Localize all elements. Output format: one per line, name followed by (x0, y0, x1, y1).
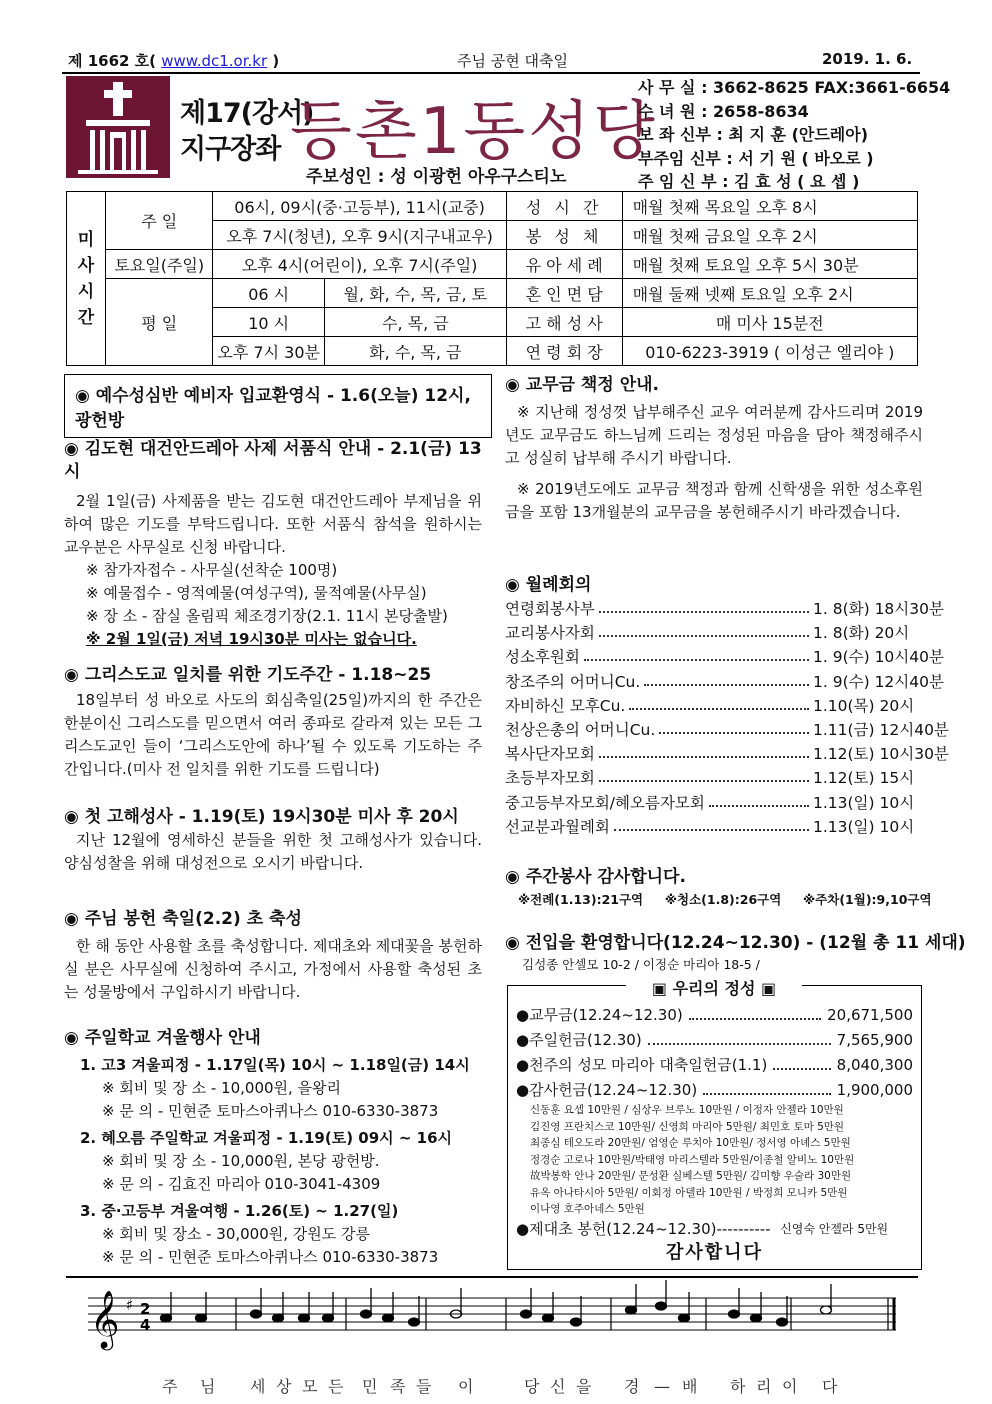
sunday-label: 주 일 (106, 192, 213, 250)
music-staff (66, 1280, 920, 1400)
saturday-label: 토요일(주일) (106, 250, 213, 279)
note-head (626, 1306, 637, 1314)
note-head (409, 1318, 420, 1326)
issue-date: 2019. 1. 6. (822, 50, 913, 68)
section-title: ◉ 주님 봉헌 축일(2.2) 초 축성 (64, 909, 302, 929)
contact-assistant-priest: 보 좌 신부 : 최 지 훈 (안드레아) (638, 125, 869, 144)
service-value: 매월 첫째 토요일 오후 5시 30분 (622, 250, 917, 279)
event-title: 1. 고3 겨울피정 - 1.17일(목) 10시 ~ 1.18일(금) 14시 (80, 1056, 470, 1074)
meetings-title: ◉ 월례회의 (505, 575, 592, 595)
service-value: 매월 첫째 목요일 오후 8시 (622, 192, 917, 221)
meeting-row: 창조주의 어머니Cu. 1. 9(수) 12시40분 (505, 672, 944, 691)
offering-title: ▣ 우리의 정성 ▣ (626, 976, 802, 999)
lyric-syllable: 이 (782, 1377, 798, 1396)
svg-text:2: 2 (140, 1300, 151, 1318)
note-head (521, 1310, 532, 1318)
winter-events-section (64, 1027, 482, 1269)
first-confession-section (64, 806, 482, 875)
event-title: 3. 중·고등부 겨울여행 - 1.26(토) ~ 1.27(일) (80, 1202, 399, 1220)
offering-box (507, 979, 922, 1270)
weekly-service-title: ◉ 주간봉사 감사합니다. (505, 867, 686, 887)
contact-office: 사 무 실 : 3662-8625 FAX:3661-6654 (638, 78, 951, 97)
offering-row: ●교무금(12.24~12.30) 20,671,500 (516, 1005, 913, 1024)
lyric-syllable: 님 (200, 1377, 216, 1396)
offering-row: ●천주의 성모 마리아 대축일헌금(1.1) 8,040,300 (516, 1055, 913, 1074)
note-head (679, 1314, 690, 1322)
thanks-label: 감사합니다 (666, 1241, 763, 1263)
lyric-syllable: 경 (624, 1377, 640, 1396)
lyric-syllable: 족 (390, 1377, 406, 1396)
meeting-row: 중고등부자모회/혜오름자모회 1.13(일) 10시 (505, 793, 915, 812)
sunday-times-1: 06시, 09시(중·고등부), 11시(교중) (213, 192, 506, 221)
service-name: 성 시 간 (506, 192, 622, 221)
lyric-syllable: — (654, 1377, 670, 1396)
lyric-syllable: 이 (458, 1377, 474, 1396)
service-name: 연 령 회 장 (506, 337, 622, 366)
mass-schedule-table (66, 191, 918, 366)
header-rule (62, 72, 920, 74)
note-head (196, 1314, 207, 1322)
welcome-families: 김성종 안셀모 10-2 / 이정순 마리아 18-5 / (522, 957, 760, 972)
service-value: 010-6223-3919 ( 이성근 엘리야 ) (622, 337, 917, 366)
service-name: 유 아 세 례 (506, 250, 622, 279)
section-title: ◉ 김도현 대건안드레아 사제 서품식 안내 - 2.1(금) 13시 (64, 439, 482, 482)
ordination-section (64, 438, 482, 651)
lyric-syllable: 당 (524, 1377, 540, 1396)
meeting-row: 초등부자모회 1.12(토) 15시 (505, 769, 915, 788)
weekly-service-line: ※전례(1.13):21구역 ※청소(1.8):26구역 ※주차(1월):9,10구역 (518, 892, 932, 907)
note-head (543, 1314, 554, 1322)
section-title: ◉ 첫 고해성사 - 1.19(토) 19시30분 미사 후 20시 (64, 807, 459, 827)
section-body: 18일부터 성 바오로 사도의 회심축일(25일)까지의 한 주간은 한분이신 그리스도를 믿으면서 여러 종파로 갈라져 있는 모든 그리스도교인 들이 ‘그리스도안에 하나’될 수 있도록 기도하는 주간입니다.(미사 전 일치를 위한 기도를 드립니다) (64, 691, 482, 778)
contact-list (638, 76, 950, 194)
event-line: ※ 문 의 - 김효진 마리아 010-3041-4309 (102, 1175, 381, 1193)
note: ※ 장 소 - 잠실 올림픽 체조경기장(2.1. 11시 본당출발) (86, 607, 448, 625)
weekday-time: 06 시 (213, 279, 325, 308)
event-line: ※ 회비 및 장 소 - 10,000원, 본당 광헌방. (102, 1152, 380, 1170)
lyric-syllable: 하 (730, 1377, 746, 1396)
note-head (361, 1310, 372, 1318)
lyric-syllable: 주 (162, 1377, 178, 1396)
note-head (323, 1314, 334, 1322)
meeting-row: 선교분과월례회 1.13(일) 10시 (505, 817, 915, 836)
lyric-syllable: 모 (302, 1377, 318, 1396)
section-title: ◉ 그리스도교 일치를 위한 기도주간 - 1.18~25 (64, 665, 432, 685)
svg-text:♯: ♯ (126, 1296, 134, 1314)
weekday-days: 화, 수, 목, 금 (324, 337, 506, 366)
meeting-row: 연령회봉사부 1. 8(화) 18시30분 (505, 600, 944, 619)
district-line-1: 제17(강서) (180, 98, 314, 129)
sunday-times-2: 오후 7시(청년), 오후 9시(지구내교우) (213, 221, 506, 250)
announcement-box: ◉ 예수성심반 예비자 입교환영식 - 1.6(오늘) 12시, 광헌방 (64, 374, 492, 438)
section-body: 한 해 동안 사용할 초를 축성합니다. 제대초와 제대꽃을 봉헌하실 분은 사무실에 신청하여 주시고, 가정에서 사용할 축성된 초는 성물방에서 구입하시기 바랍니다. (64, 937, 482, 1001)
note-head (821, 1306, 832, 1314)
event-line: ※ 문 의 - 민현준 토마스아퀴나스 010-6330-3873 (102, 1248, 439, 1266)
lyric-syllable: 들 (416, 1377, 432, 1396)
patron-saint: 주보성인 : 성 이광헌 아우구스티노 (306, 167, 567, 187)
section-body: 2월 1일(금) 사제품을 받는 김도현 대건안드레아 부제님을 위하여 많은 기도를 부탁드립니다. 또한 서품식 참석을 원하시는 교우분은 사무실로 신청 바랍니다. (64, 492, 482, 556)
offering-row: ●감사헌금(12.24~12.30) 1,900,000 (516, 1080, 913, 1099)
cross-church-icon (66, 76, 170, 178)
saturday-times: 오후 4시(어린이), 오후 7시(주일) (213, 250, 506, 279)
meeting-row: 천상은총의 어머니Cu. 1.11(금) 12시40분 (505, 721, 949, 740)
note-head (161, 1314, 172, 1322)
weekday-days: 월, 화, 수, 목, 금, 토 (324, 279, 506, 308)
service-name: 봉 성 체 (506, 221, 622, 250)
service-name: 고 해 성 사 (506, 308, 622, 337)
unity-week-section (64, 664, 482, 781)
note-head (751, 1314, 762, 1322)
notice: ※ 2월 1일(금) 저녁 19시30분 미사는 없습니다. (86, 630, 417, 648)
event-line: ※ 문 의 - 민현준 토마스아퀴나스 010-6330-3873 (102, 1102, 439, 1120)
hymn-score (66, 1280, 920, 1400)
note-head (251, 1310, 262, 1318)
note-head (299, 1314, 310, 1322)
welcome-title: ◉ 전입을 환영합니다(12.24~12.30) - (12월 총 11 세대) (505, 933, 966, 953)
lyric-syllable: 을 (576, 1377, 592, 1396)
lyric-syllable: 배 (682, 1377, 698, 1396)
contact-convent: 수 녀 원 : 2658-8634 (638, 101, 809, 121)
service-value: 매월 둘째 넷째 토요일 오후 2시 (622, 279, 917, 308)
website-link[interactable]: www.dc1.or.kr (161, 52, 268, 70)
section-title: ◉ 주일학교 겨울행사 안내 (64, 1028, 261, 1048)
section-body: ※ 2019년도에도 교무금 책정과 함께 신학생을 위한 성소후원금을 포함 13개월분의 교무금을 봉헌해주시기 바라겠습니다. (505, 480, 923, 521)
weekday-label: 평 일 (106, 279, 213, 366)
candle-section (64, 908, 482, 1004)
event-line: ※ 회비 및 장 소 - 10,000원, 을왕리 (102, 1079, 342, 1097)
meeting-row: 성소후원회 1. 9(수) 10시40분 (505, 648, 944, 667)
note: ※ 참가자접수 - 사무실(선착순 100명) (86, 561, 338, 579)
note-head (777, 1318, 788, 1326)
note-head (383, 1314, 394, 1322)
lyric-syllable: 다 (822, 1377, 838, 1396)
lyric-syllable: 민 (362, 1377, 378, 1396)
section-body: 지난 12월에 영세하신 분들을 위한 첫 고해성사가 있습니다. 양심성찰을 위해 대성전으로 오시기 바랍니다. (64, 831, 482, 872)
treble-clef-icon: 𝄞 (90, 1290, 120, 1348)
lyric-syllable: 세 (250, 1377, 266, 1396)
meeting-list (505, 596, 949, 838)
event-title: 2. 혜오름 주일학교 겨울피정 - 1.19(토) 09시 ~ 16시 (80, 1129, 453, 1147)
issue-header (62, 48, 920, 74)
section-title: ◉ 교무금 책정 안내. (505, 375, 660, 395)
dues-section (505, 374, 923, 524)
offering-row: ●주일헌금(12.30) 7,565,900 (516, 1030, 913, 1049)
issue-number: 제 1662 호( www.dc1.or.kr ) (68, 52, 280, 70)
weekday-time: 오후 7시 30분 (213, 337, 325, 366)
mass-times-label: 미 사 시 간 (67, 192, 106, 366)
svg-text:4: 4 (140, 1316, 151, 1334)
service-value: 매 미사 15분전 (622, 308, 917, 337)
note-head (729, 1310, 740, 1318)
district-line-2: 지구장좌 (180, 134, 281, 165)
lyric-syllable: 신 (550, 1377, 566, 1396)
note-head (273, 1314, 284, 1322)
meeting-row: 복사단자모회 1.12(토) 10시30분 (505, 745, 949, 764)
weekday-time: 10 시 (213, 308, 325, 337)
church-logo (66, 76, 170, 178)
altar-candle-row: ●제대초 봉헌(12.24~12.30)---------- 신영숙 안젤라 5만원 (516, 1220, 889, 1238)
note: ※ 예물접수 - 영적예물(여성구역), 물적예물(사무실) (86, 584, 427, 602)
church-name: 등촌1동성당 (290, 95, 658, 169)
weekday-days: 수, 목, 금 (324, 308, 506, 337)
meeting-row: 자비하신 모후Cu. 1.10(목) 20시 (505, 696, 915, 715)
donor-list: 신동훈 요셉 10만원 / 심상우 브루노 10만원 / 이정자 안젤라 10만원 김진영 프란치스코 10만원/ 신영희 마리아 5만원/ 최민호 토마 5만원 최종심 테오도라 20만원/ 엄영순 루치아 10만원/ 정서영 아녜스 5만원 정경순 고로나 10만원/박태영 마리스텔라 5만원/이종철 알비노 10만원 故박봉학 안나 20만원/ 문성환 실베스텔 5만원/ 김미향 우술라 30만원 유옥 아나타시아 5만원/ 이회정 아델라 10만원 / 박정희 모니카 5만원 이나영 호주아네스 5만원 (530, 1104, 855, 1215)
lyric-syllable: 리 (756, 1377, 772, 1396)
note-head (656, 1302, 667, 1310)
section-body: ※ 지난해 정성껏 납부해주신 교우 여러분께 감사드리며 2019년도 교무금도 하느님께 드리는 정성된 마음을 담아 책정해주시고 성실히 납부해 주시기 바랍니다. (505, 403, 923, 467)
lyric-syllable: 든 (328, 1377, 344, 1396)
footer-rule (66, 1276, 918, 1278)
meeting-row: 교리봉사자회 1. 8(화) 20시 (505, 624, 910, 643)
contact-pastor: 주 임 신 부 : 김 효 성 ( 요 셉 ) (638, 172, 860, 191)
contact-associate-priest: 부주임 신부 : 서 기 원 ( 바오로 ) (638, 148, 874, 168)
event-line: ※ 회비 및 장소 - 30,000원, 강원도 강릉 (102, 1225, 371, 1243)
note-head (571, 1318, 582, 1326)
service-name: 혼 인 면 담 (506, 279, 622, 308)
service-value: 매월 첫째 금요일 오후 2시 (622, 221, 917, 250)
lyric-syllable: 상 (276, 1377, 292, 1396)
feast-name: 주님 공현 대축일 (457, 52, 568, 70)
